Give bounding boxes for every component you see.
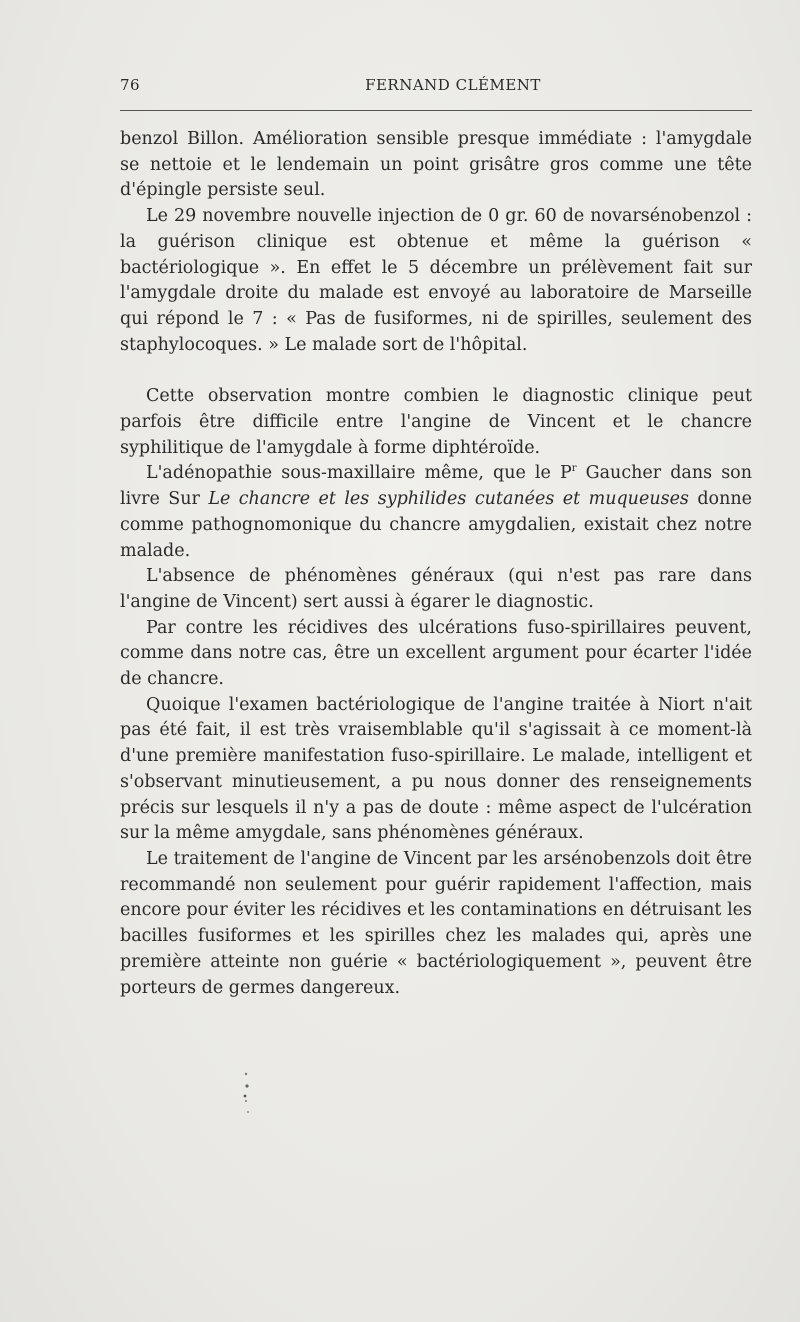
body-text bbox=[120, 127, 752, 1001]
paper-specks bbox=[236, 1070, 256, 1130]
paragraph-4-part-b: Gaucher dans son livre Sur bbox=[120, 463, 752, 510]
running-head: FERNAND CLÉMENT bbox=[365, 76, 541, 94]
paragraph-6: Par contre les récidives des ulcérations fuso-spirillaires peuvent, comme dans notre cas, être un excellent argument pour écarter l'idée de chancre. bbox=[120, 617, 752, 690]
header-rule bbox=[120, 110, 752, 111]
paragraph-1: benzol Billon. Amélioration sensible presque immédiate : l'amygdale se nettoie et le lendemain un point grisâtre gros comme une tête d'épingle persiste seul. bbox=[120, 129, 752, 201]
paragraph-4-part-c: donne comme pathognomonique du chancre amygdalien, existait chez notre malade. bbox=[120, 489, 752, 561]
paragraph-4-part-a: L'adénopathie sous-maxillaire même, que le P bbox=[146, 463, 572, 484]
book-title: Le chancre et les syphilides cutanées et muqueuses bbox=[208, 489, 689, 510]
paragraph-4-superscript: r bbox=[571, 463, 577, 475]
page-number: 76 bbox=[120, 76, 141, 94]
section-gap bbox=[120, 358, 752, 384]
paragraph-3: Cette observation montre combien le diagnostic clinique peut parfois être difficile entre l'angine de Vincent et le chancre syphilitique de l'amygdale à forme diphtéroïde. bbox=[120, 386, 752, 458]
paragraph-4 bbox=[120, 461, 752, 564]
page-header bbox=[120, 76, 752, 100]
paragraph-5: L'absence de phénomènes généraux (qui n'est pas rare dans l'angine de Vincent) sert aussi à égarer le diagnostic. bbox=[120, 566, 752, 612]
paragraph-7: Quoique l'examen bactériologique de l'angine traitée à Niort n'ait pas été fait, il est très vraisemblable qu'il s'agissait à ce moment-là d'une première manifestation fuso-spirillaire. Le malade, intelligent et s'observant minutieusement, a pu nous donner des renseignements précis sur lesquels il n'y a pas de doute : même aspect de l'ulcération sur la même amygdale, sans phénomènes généraux. bbox=[120, 694, 752, 844]
paragraph-2: Le 29 novembre nouvelle injection de 0 gr. 60 de novarsénobenzol : la guérison clinique est obtenue et même la guérison « bactériologique ». En effet le 5 décembre un prélèvement fait sur l'amygdale droite du malade est envoyé au laboratoire de Marseille qui répond le 7 : « Pas de fusiformes, ni de spirilles, seulement des staphylocoques. » Le malade sort de l'hôpital. bbox=[120, 206, 752, 355]
paragraph-8: Le traitement de l'angine de Vincent par les arsénobenzols doit être recommandé non seulement pour guérir rapidement l'affection, mais encore pour éviter les récidives et les contaminations en détruisant les bacilles fusiformes et les spirilles chez les malades qui, après une première atteinte non guérie « bactériologiquement », peuvent être porteurs de germes dangereux. bbox=[120, 848, 752, 998]
